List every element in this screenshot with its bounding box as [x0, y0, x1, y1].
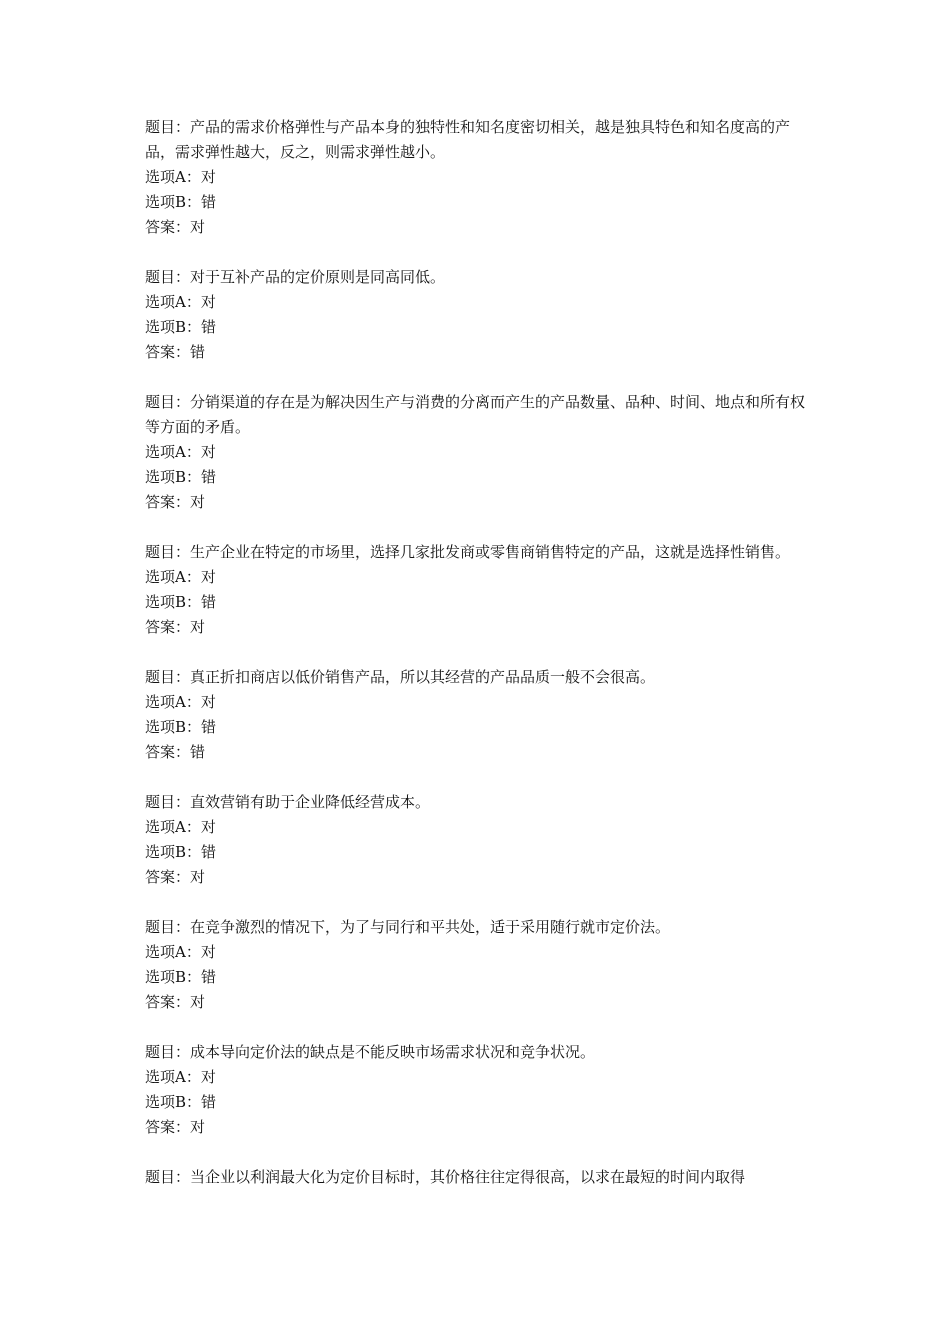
question-stem: 题目：生产企业在特定的市场里，选择几家批发商或零售商销售特定的产品，这就是选择性销售。: [145, 543, 791, 561]
option-a: 选项A：对: [145, 568, 216, 586]
option-a: 选项A：对: [145, 1068, 216, 1086]
question-stem: 题目：真正折扣商店以低价销售产品，所以其经营的产品品质一般不会很高。: [145, 668, 656, 686]
option-b: 选项B：错: [145, 193, 217, 211]
document-page: [145, 115, 810, 1215]
question-block: [145, 390, 810, 515]
question-stem: 题目：分销渠道的存在是为解决因生产与消费的分离而产生的产品数量、品种、时间、地点和所有权等方面的矛盾。: [145, 393, 806, 436]
question-block: [145, 915, 810, 1015]
question-stem: 题目：对于互补产品的定价原则是同高同低。: [145, 268, 446, 286]
option-b: 选项B：错: [145, 968, 217, 986]
option-a: 选项A：对: [145, 443, 216, 461]
answer: 答案：对: [145, 1118, 206, 1136]
answer: 答案：对: [145, 868, 206, 886]
answer: 答案：对: [145, 618, 206, 636]
option-a: 选项A：对: [145, 693, 216, 711]
option-b: 选项B：错: [145, 1093, 217, 1111]
option-a: 选项A：对: [145, 293, 216, 311]
answer: 答案：错: [145, 743, 206, 761]
question-stem: 题目：直效营销有助于企业降低经营成本。: [145, 793, 431, 811]
option-b: 选项B：错: [145, 318, 217, 336]
question-block: [145, 665, 810, 765]
answer: 答案：错: [145, 343, 206, 361]
option-b: 选项B：错: [145, 468, 217, 486]
option-b: 选项B：错: [145, 718, 217, 736]
option-a: 选项A：对: [145, 818, 216, 836]
question-stem: 题目：当企业以利润最大化为定价目标时，其价格往往定得很高，以求在最短的时间内取得: [145, 1168, 746, 1186]
option-b: 选项B：错: [145, 593, 217, 611]
option-a: 选项A：对: [145, 943, 216, 961]
question-block: [145, 115, 810, 240]
question-block: [145, 1040, 810, 1140]
option-b: 选项B：错: [145, 843, 217, 861]
answer: 答案：对: [145, 493, 206, 511]
question-block: [145, 540, 810, 640]
answer: 答案：对: [145, 993, 206, 1011]
question-stem: 题目：成本导向定价法的缺点是不能反映市场需求状况和竞争状况。: [145, 1043, 596, 1061]
question-block: [145, 790, 810, 890]
option-a: 选项A：对: [145, 168, 216, 186]
question-block-partial: [145, 1165, 810, 1190]
question-stem: 题目：产品的需求价格弹性与产品本身的独特性和知名度密切相关，越是独具特色和知名度高的产品，需求弹性越大，反之，则需求弹性越小。: [145, 118, 791, 161]
question-stem: 题目：在竞争激烈的情况下，为了与同行和平共处，适于采用随行就市定价法。: [145, 918, 671, 936]
answer: 答案：对: [145, 218, 206, 236]
question-block: [145, 265, 810, 365]
